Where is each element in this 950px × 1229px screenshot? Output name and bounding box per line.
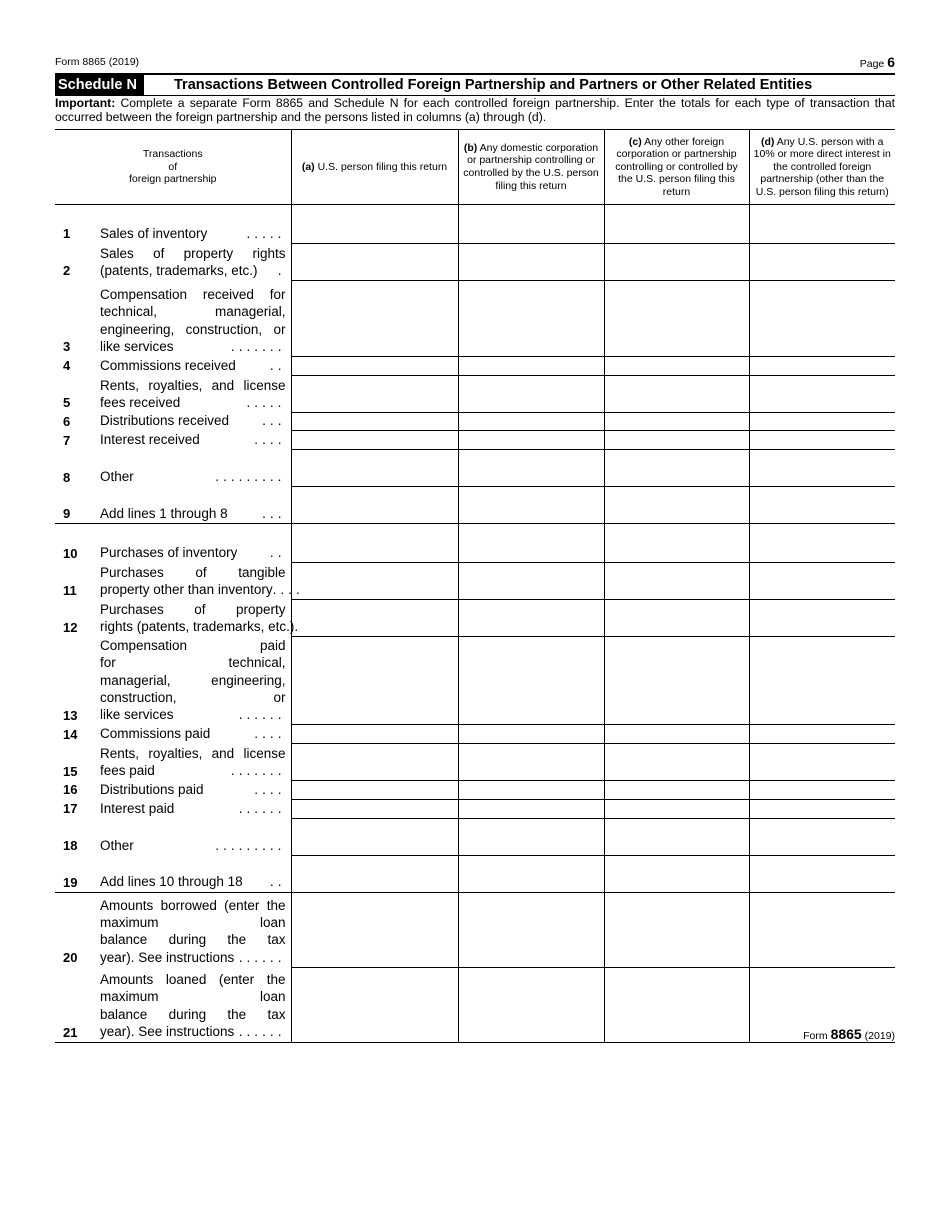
dot-leader: . — [277, 263, 286, 278]
dot-leader: . — [294, 619, 303, 635]
amount-field-a[interactable] — [291, 450, 458, 487]
line-description — [100, 375, 291, 412]
line-description-part: technical, managerial, — [100, 304, 286, 320]
line-description-last — [100, 468, 286, 485]
amount-field-b[interactable] — [458, 855, 604, 892]
amount-field-c[interactable] — [604, 356, 749, 375]
line-description-text: Distributions paid — [100, 781, 204, 797]
amount-field-c[interactable] — [604, 412, 749, 430]
amount-field-a[interactable] — [291, 205, 458, 244]
line-description-part: Purchases of tangible — [100, 564, 286, 580]
column-b-label: (b) — [463, 141, 478, 154]
line-description-last — [100, 505, 286, 522]
amount-field-d[interactable] — [749, 280, 895, 356]
page-number — [860, 54, 895, 70]
amount-field-b[interactable] — [458, 725, 604, 744]
amount-field-b[interactable] — [458, 280, 604, 356]
amount-field-c[interactable] — [604, 563, 749, 600]
line-description — [100, 892, 291, 967]
column-c-label: (c) — [628, 135, 642, 148]
line-description-last — [100, 412, 286, 429]
transactions-header-line2: of — [168, 160, 178, 173]
line-description-text: property other than inventory — [100, 582, 273, 598]
amount-field-b[interactable] — [458, 356, 604, 375]
dot-leader: ...... — [238, 707, 286, 723]
line-description-text: fees paid — [100, 763, 155, 779]
amount-field-a[interactable] — [291, 243, 458, 280]
dot-leader: ..... — [246, 226, 286, 241]
amount-field-a[interactable] — [291, 356, 458, 375]
line-description-part: for technical, — [100, 655, 286, 671]
amount-field-b[interactable] — [458, 818, 604, 855]
column-d-header — [749, 130, 895, 205]
line-description — [100, 524, 291, 563]
line-description — [100, 725, 291, 744]
line-description-text: like services — [100, 339, 174, 354]
amount-field-b[interactable] — [458, 781, 604, 799]
amount-field-d[interactable] — [749, 205, 895, 244]
amount-field-c[interactable] — [604, 524, 749, 563]
line-description — [100, 243, 291, 280]
amount-field-b[interactable] — [458, 412, 604, 430]
line-description — [100, 487, 291, 524]
amount-field-a[interactable] — [291, 563, 458, 600]
amount-field-a[interactable] — [291, 280, 458, 356]
line-description-last — [100, 800, 286, 817]
transaction-line-row — [55, 563, 895, 600]
amount-field-a[interactable] — [291, 412, 458, 430]
line-description — [100, 356, 291, 375]
line-description — [100, 781, 291, 799]
transaction-line-row — [55, 243, 895, 280]
amount-field-b[interactable] — [458, 892, 604, 967]
amount-field-d[interactable] — [749, 487, 895, 524]
line-description-part: Purchases of property — [100, 601, 286, 617]
line-description-text: Sales of inventory — [100, 226, 208, 241]
amount-field-a[interactable] — [291, 781, 458, 799]
column-a-label: (a) — [301, 160, 315, 173]
line-description-part: balance during the tax — [100, 932, 286, 948]
amount-field-b[interactable] — [458, 600, 604, 637]
amount-field-d[interactable] — [749, 563, 895, 600]
amount-field-c[interactable] — [604, 600, 749, 637]
amount-field-b[interactable] — [458, 205, 604, 244]
line-description-last — [100, 762, 286, 779]
line-description-last — [100, 262, 286, 279]
transactions-table — [55, 129, 895, 1043]
amount-field-c[interactable] — [604, 243, 749, 280]
amount-field-d[interactable] — [749, 524, 895, 563]
line-number: 16 — [63, 782, 78, 798]
line-description-last — [100, 725, 286, 742]
line-description-text: year). See instructions — [100, 949, 235, 965]
line-description — [100, 412, 291, 430]
amount-field-c[interactable] — [604, 781, 749, 799]
dot-leader: .... — [272, 582, 304, 598]
amount-field-a[interactable] — [291, 818, 458, 855]
line-description-part: Rents, royalties, and license — [100, 745, 286, 761]
line-description — [100, 450, 291, 487]
amount-field-c[interactable] — [604, 450, 749, 487]
line-description-last — [100, 1023, 286, 1040]
dot-leader: .. — [269, 545, 286, 561]
column-d-text: Any U.S. person with a 10% or more direct interest in the controlled foreign partnership (other than the U.S. person filing this return) — [753, 135, 891, 198]
line-description-last — [100, 618, 303, 635]
line-description-last — [100, 781, 286, 798]
amount-field-a[interactable] — [291, 892, 458, 967]
line-number: 19 — [55, 855, 100, 892]
page-footer — [803, 1026, 895, 1042]
amount-field-d[interactable] — [749, 375, 895, 412]
dot-leader: ...... — [238, 949, 286, 965]
line-number: 9 — [55, 487, 100, 524]
line-description-part: balance during the tax — [100, 1006, 286, 1022]
transaction-rows — [55, 205, 895, 1043]
amount-field-a[interactable] — [291, 967, 458, 1042]
line-description-part: Amounts borrowed (enter the — [100, 897, 286, 913]
amount-field-a[interactable] — [291, 431, 458, 450]
amount-field-d[interactable] — [749, 412, 895, 430]
line-number: 1 — [63, 226, 71, 242]
line-description — [100, 818, 291, 855]
amount-field-c[interactable] — [604, 799, 749, 818]
amount-field-c[interactable] — [604, 725, 749, 744]
amount-field-a[interactable] — [291, 600, 458, 637]
transaction-line-row — [55, 637, 895, 725]
line-number: 2 — [63, 263, 71, 279]
line-description-text: Commissions received — [100, 358, 236, 373]
line-description-text: Other — [100, 837, 134, 853]
line-description-text: Purchases of inventory — [100, 545, 238, 561]
form-page — [55, 0, 895, 1229]
column-b-text: Any domestic corporation or partnership controlling or controlled by the U.S. person filing this return — [463, 141, 599, 192]
line-description — [100, 431, 291, 450]
line-description-text: Interest received — [100, 432, 200, 448]
amount-field-a[interactable] — [291, 799, 458, 818]
column-a-header — [291, 130, 458, 205]
amount-field-b[interactable] — [458, 744, 604, 781]
line-description-part: Amounts loaned (enter the — [100, 972, 286, 988]
amount-field-a[interactable] — [291, 637, 458, 725]
amount-field-b[interactable] — [458, 637, 604, 725]
line-description-last — [100, 394, 286, 411]
dot-leader: ....... — [230, 763, 286, 779]
line-description-text: fees received — [100, 395, 181, 410]
line-number: 17 — [63, 801, 78, 817]
line-number: 6 — [63, 413, 71, 429]
line-description-last — [100, 338, 286, 355]
transaction-line-row — [55, 744, 895, 781]
line-description-part: Compensation paid — [100, 637, 286, 653]
footer-year: (2019) — [864, 1030, 895, 1042]
transaction-line-row — [55, 799, 895, 818]
amount-field-a[interactable] — [291, 487, 458, 524]
transactions-header-line3: foreign partnership — [128, 173, 217, 186]
line-description — [100, 799, 291, 818]
line-description-last — [100, 706, 286, 723]
amount-field-d[interactable] — [749, 356, 895, 375]
line-description-text: Other — [100, 469, 134, 485]
amount-field-c[interactable] — [604, 892, 749, 967]
line-description-text: Add lines 10 through 18 — [100, 874, 243, 890]
line-description — [100, 967, 291, 1042]
amount-field-d[interactable] — [749, 855, 895, 892]
line-description-part: engineering, construction, or — [100, 321, 286, 337]
amount-field-a[interactable] — [291, 725, 458, 744]
transactions-header-line1: Transactions — [142, 148, 203, 161]
amount-field-b[interactable] — [458, 799, 604, 818]
line-description — [100, 280, 291, 356]
amount-field-d[interactable] — [749, 892, 895, 967]
line-description-last — [100, 225, 286, 242]
line-description-text: Add lines 1 through 8 — [100, 505, 228, 521]
amount-field-d[interactable] — [749, 781, 895, 799]
amount-field-b[interactable] — [458, 431, 604, 450]
line-description-text: year). See instructions — [100, 1024, 235, 1040]
dot-leader: ..... — [246, 395, 286, 410]
amount-field-d[interactable] — [749, 725, 895, 744]
transaction-line-row — [55, 600, 895, 637]
line-description-last — [100, 873, 286, 890]
transaction-line-row — [55, 487, 895, 524]
important-text: Complete a separate Form 8865 and Schedule N for each controlled foreign partnership. Enter the totals for each type of transaction that occurred between the foreign partnership and the persons listed in columns (a) through (d). — [55, 96, 895, 124]
page-header — [55, 54, 895, 70]
schedule-header — [55, 73, 895, 96]
line-number: 13 — [63, 707, 78, 723]
line-description — [100, 637, 291, 725]
transaction-line-row — [55, 967, 895, 1042]
line-description — [100, 855, 291, 892]
dot-leader: ......... — [215, 469, 286, 485]
amount-field-d[interactable] — [749, 243, 895, 280]
line-description-text: Distributions received — [100, 413, 230, 429]
transaction-line-row — [55, 818, 895, 855]
footer-form-number: 8865 — [830, 1026, 862, 1042]
transaction-line-row — [55, 892, 895, 967]
amount-field-d[interactable] — [749, 431, 895, 450]
amount-field-c[interactable] — [604, 855, 749, 892]
dot-leader: ...... — [238, 800, 286, 816]
dot-leader: ... — [262, 413, 286, 429]
dot-leader: ... — [262, 505, 286, 521]
line-number: 14 — [63, 726, 78, 742]
transaction-line-row — [55, 524, 895, 563]
transaction-line-row — [55, 781, 895, 799]
amount-field-c[interactable] — [604, 818, 749, 855]
column-b-header — [458, 130, 604, 205]
amount-field-c[interactable] — [604, 967, 749, 1042]
amount-field-a[interactable] — [291, 744, 458, 781]
amount-field-b[interactable] — [458, 375, 604, 412]
dot-leader: .. — [269, 874, 286, 890]
amount-field-b[interactable] — [458, 563, 604, 600]
line-description-part: managerial, engineering, construction, or — [100, 672, 286, 705]
transaction-line-row — [55, 450, 895, 487]
line-description-text: (patents, trademarks, etc.) — [100, 263, 258, 278]
amount-field-c[interactable] — [604, 280, 749, 356]
column-c-header — [604, 130, 749, 205]
line-description — [100, 600, 303, 637]
line-number: 12 — [63, 619, 78, 635]
schedule-title: Transactions Between Controlled Foreign Partnership and Partners or Other Related Entities — [174, 77, 813, 93]
form-reference: Form 8865 (2019) — [55, 56, 140, 68]
amount-field-c[interactable] — [604, 487, 749, 524]
page-number-value: 6 — [887, 54, 895, 70]
line-number: 4 — [63, 358, 71, 374]
line-description-last — [100, 949, 286, 966]
dot-leader: ...... — [238, 1024, 286, 1040]
amount-field-b[interactable] — [458, 524, 604, 563]
column-header-row — [55, 130, 895, 205]
amount-field-b[interactable] — [458, 450, 604, 487]
line-description-part: Rents, royalties, and license — [100, 377, 286, 393]
line-number: 20 — [63, 950, 78, 966]
line-description-part: maximum loan — [100, 914, 286, 930]
line-description-part: maximum loan — [100, 989, 286, 1005]
amount-field-c[interactable] — [604, 205, 749, 244]
important-label: Important: — [55, 96, 116, 110]
line-description-last — [100, 544, 286, 561]
amount-field-d[interactable] — [749, 744, 895, 781]
line-number: 10 — [63, 545, 78, 561]
amount-field-a[interactable] — [291, 855, 458, 892]
amount-field-b[interactable] — [458, 967, 604, 1042]
amount-field-c[interactable] — [604, 637, 749, 725]
line-description-part: Compensation received for — [100, 286, 286, 302]
transaction-line-row — [55, 431, 895, 450]
amount-field-d[interactable] — [749, 450, 895, 487]
transaction-line-row — [55, 280, 895, 356]
line-description-text: Interest paid — [100, 800, 175, 816]
line-description-last — [100, 581, 304, 598]
dot-leader: .... — [254, 432, 286, 448]
amount-field-b[interactable] — [458, 487, 604, 524]
line-number: 8 — [63, 469, 71, 485]
amount-field-c[interactable] — [604, 431, 749, 450]
amount-field-c[interactable] — [604, 744, 749, 781]
column-a-text: U.S. person filing this return — [317, 160, 448, 173]
amount-field-d[interactable] — [749, 818, 895, 855]
amount-field-d[interactable] — [749, 600, 895, 637]
line-number: 21 — [63, 1024, 78, 1040]
page-label: Page — [859, 58, 885, 70]
amount-field-a[interactable] — [291, 524, 458, 563]
transaction-line-row — [55, 725, 895, 744]
column-c-text: Any other foreign corporation or partnership controlling or controlled by the U.S. person filing this return — [615, 135, 738, 198]
line-description — [100, 205, 291, 244]
footer-form-prefix: Form — [803, 1030, 828, 1042]
line-description — [100, 563, 304, 600]
column-d-label: (d) — [760, 135, 775, 148]
dot-leader: ......... — [215, 837, 286, 853]
transaction-line-row — [55, 205, 895, 244]
dot-leader: .. — [269, 358, 286, 373]
line-description-last — [100, 837, 286, 854]
dot-leader: .... — [254, 726, 286, 742]
line-number: 18 — [63, 838, 78, 854]
schedule-label: Schedule N — [55, 75, 144, 95]
line-description-text: rights (patents, trademarks, etc.) — [100, 619, 295, 635]
important-note — [55, 96, 895, 124]
amount-field-d[interactable] — [749, 799, 895, 818]
line-number: 7 — [63, 432, 71, 448]
line-description-text: Commissions paid — [100, 726, 211, 742]
line-description — [100, 744, 291, 781]
transaction-line-row — [55, 412, 895, 430]
transaction-line-row — [55, 375, 895, 412]
line-description-last — [100, 357, 286, 374]
dot-leader: .... — [254, 781, 286, 797]
transaction-line-row — [55, 855, 895, 892]
line-description-part: Sales of property rights — [100, 245, 286, 261]
amount-field-b[interactable] — [458, 243, 604, 280]
line-description-last — [100, 431, 286, 448]
line-number: 11 — [63, 582, 77, 598]
transactions-column-header — [55, 130, 291, 205]
amount-field-d[interactable] — [749, 637, 895, 725]
transaction-line-row — [55, 356, 895, 375]
line-number: 15 — [63, 763, 78, 779]
amount-field-a[interactable] — [291, 375, 458, 412]
dot-leader: ....... — [230, 339, 286, 354]
line-description-text: like services — [100, 707, 174, 723]
line-number: 3 — [63, 339, 71, 355]
amount-field-c[interactable] — [604, 375, 749, 412]
line-number: 5 — [63, 395, 71, 411]
